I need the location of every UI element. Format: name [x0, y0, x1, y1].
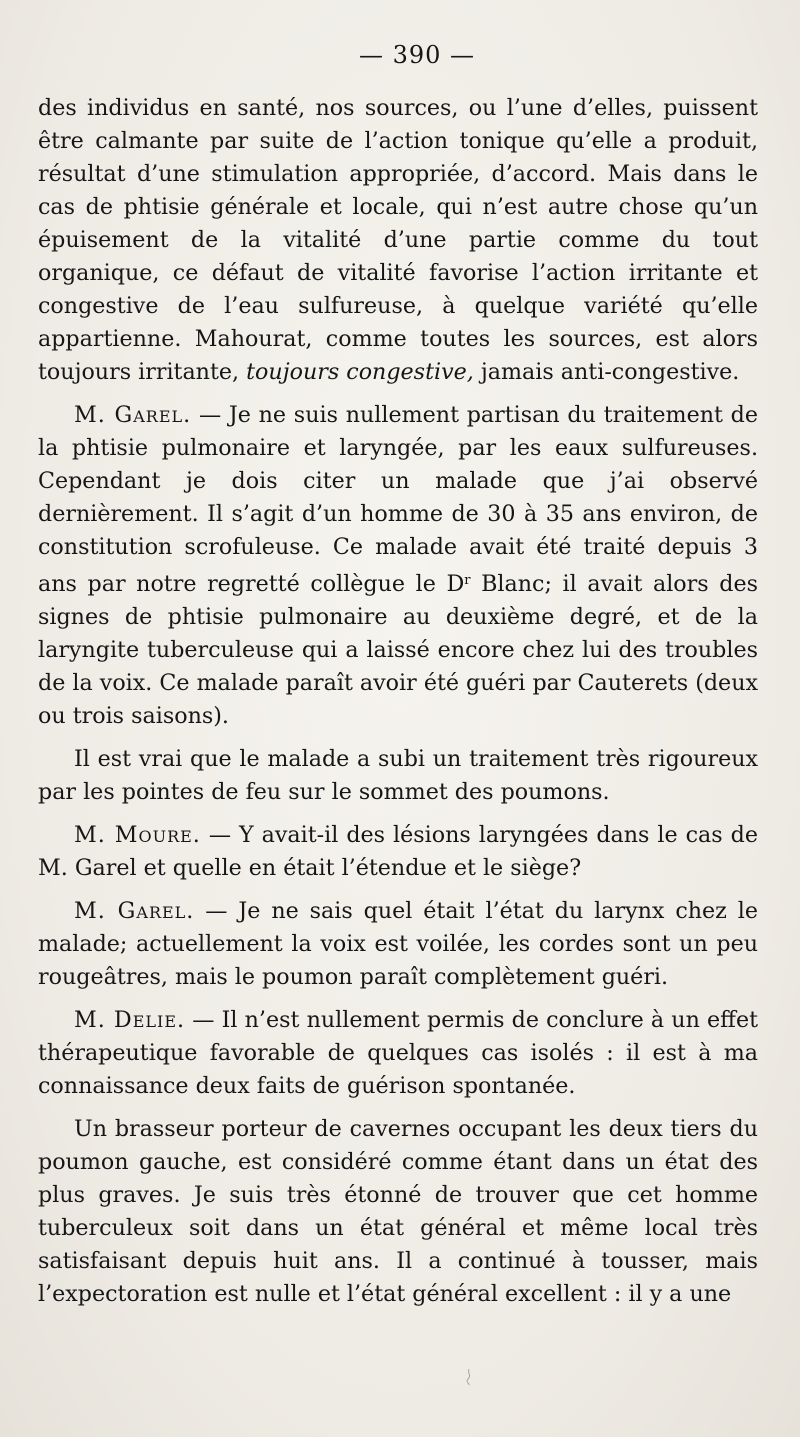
italic-phrase: toujours congestive,	[246, 359, 474, 385]
paragraph-text: — Je ne suis nullement partisan du traitement de la phtisie pulmonaire et laryngée, par les eaux sulfureuses. Cependant je dois citer un malade que j’ai observé dernièrement. Il s’agit d’un homme de 30 à 35 ans environ, de constitution scrofuleuse. Ce malade avait été traité depuis 3 ans par notre regretté collègue le D	[38, 402, 758, 597]
paragraph-text: — Je ne sais quel était l’état du larynx chez le malade; actuellement la voix est voilée, les cordes sont un peu rougeâtres, mais le poumon paraît complètement guéri.	[38, 898, 758, 990]
superscript: r	[464, 573, 471, 588]
paragraph-moure	[38, 819, 758, 885]
paragraph-text-end: Blanc; il avait alors des signes de phtisie pulmonaire au deuxième degré, et de la laryngite tuberculeuse qui a laissé encore chez lui des troubles de la voix. Ce malade paraît avoir été guéri par Cauterets (deux ou trois saisons).	[38, 571, 758, 729]
paragraph-continuation	[38, 92, 758, 389]
ink-mark-decoration	[462, 1368, 476, 1386]
paragraph-text: Il est vrai que le malade a subi un traitement très rigoureux par les pointes de feu sur le sommet des poumons.	[38, 746, 758, 805]
paragraph-treatment	[38, 743, 758, 809]
paragraph-garel-reply	[38, 895, 758, 994]
paragraph-text: — Y avait-il des lésions laryngées dans le cas de M. Garel et quelle en était l’étendue et le siège?	[38, 822, 758, 881]
page-number: — 390 —	[358, 41, 476, 69]
paragraph-text: Un brasseur porteur de cavernes occupant les deux tiers du poumon gauche, est considéré comme étant dans un état des plus graves. Je suis très étonné de trouver que cet homme tuberculeux soit dans un état général et même local très satisfaisant depuis huit ans. Il a continué à tousser, mais l’expectoration est nulle et l’état général excellent : il y a une	[38, 1116, 758, 1307]
body-text	[38, 92, 758, 1311]
paragraph-text-end: jamais anti-congestive.	[480, 359, 740, 385]
paragraph-text: — Il n’est nullement permis de conclure à un effet thérapeutique favorable de quelques cas isolés : il est à ma connaissance deux faits de guérison spontanée.	[38, 1007, 758, 1099]
speaker-name: M. Delie.	[74, 1007, 186, 1033]
paragraph-text: des individus en santé, nos sources, ou l’une d’elles, puissent être calmante par suite de l’action tonique qu’elle a produit, résultat d’une stimulation appropriée, d’accord. Mais dans le cas de phtisie générale et locale, qui n’est autre chose qu’un épuisement de la vitalité d’une partie comme du tout organique, ce défaut de vitalité favorise l’action irritante et congestive de l’eau sulfureuse, à quelque variété qu’elle appartienne. Mahourat, comme toutes les sources, est alors toujours irritante,	[38, 95, 758, 385]
paragraph-delie	[38, 1004, 758, 1103]
paragraph-garel	[38, 399, 758, 733]
speaker-name: M. Moure.	[74, 822, 201, 848]
speaker-name: M. Garel.	[74, 402, 192, 428]
ink-mark-icon	[462, 1368, 476, 1386]
speaker-name: M. Garel.	[74, 898, 195, 924]
paragraph-brasseur	[38, 1113, 758, 1311]
